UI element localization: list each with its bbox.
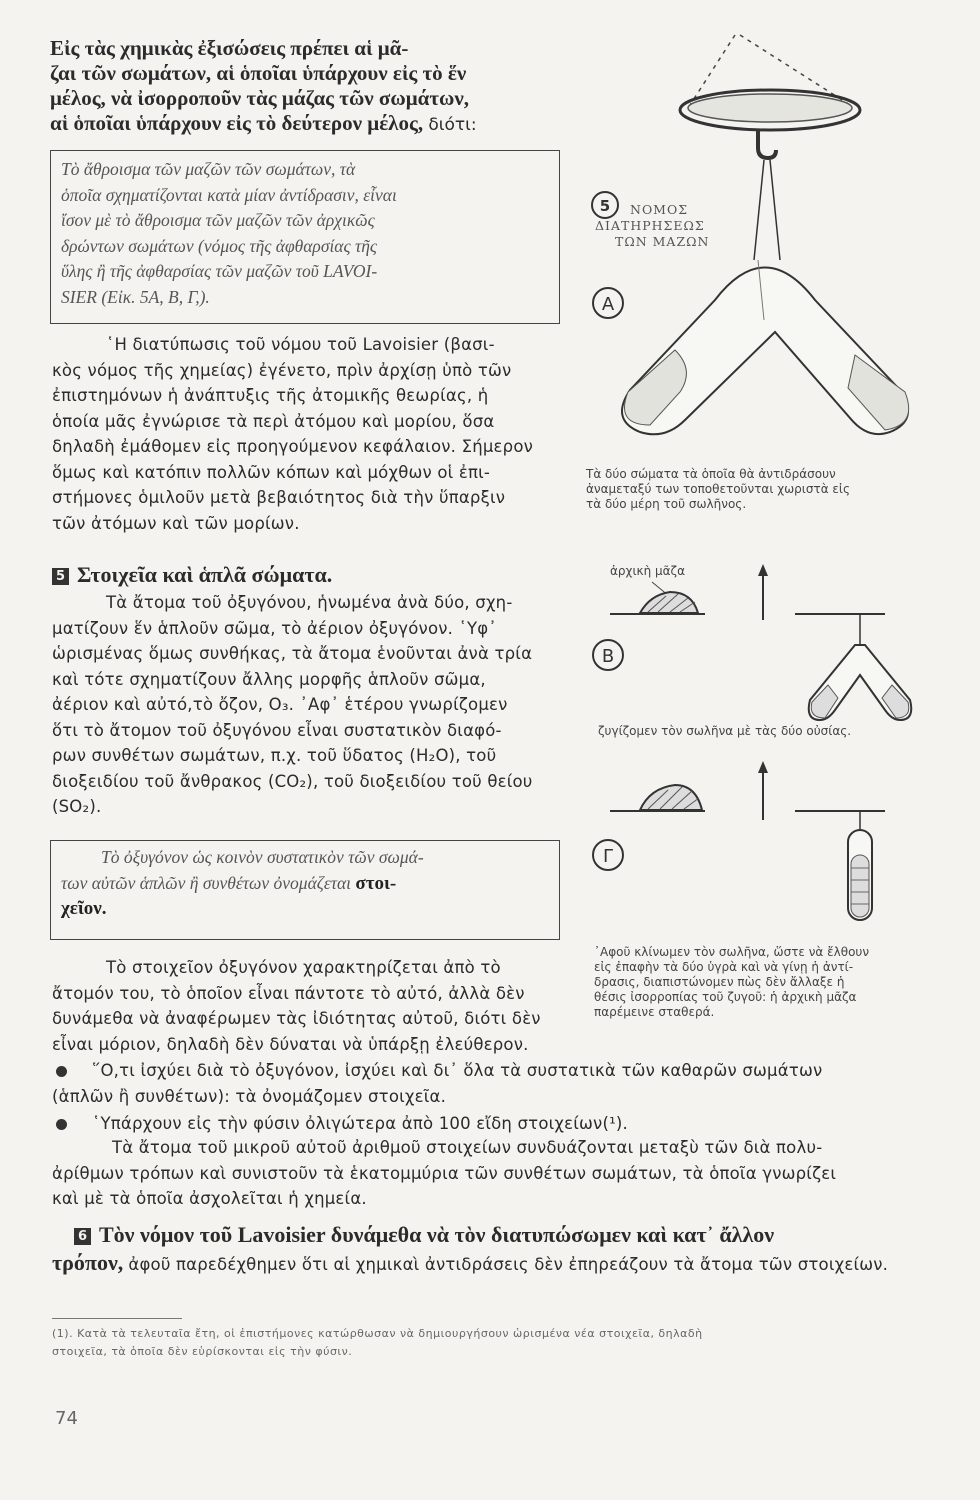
p1-line: ὁποία μᾶς ἐγνώρισε τὰ περὶ ἀτόμου καὶ μορίου, ὅσα bbox=[52, 411, 495, 431]
s5-line: καὶ τότε σχηματίζουν ἄλλης μορφῆς ἁπλοῦν σῶμα, bbox=[52, 669, 486, 689]
caption-c-line: παρέμεινε σταθερά. bbox=[594, 1005, 715, 1019]
section-5-title: Στοιχεῖα καὶ ἁπλᾶ σώματα. bbox=[77, 562, 333, 587]
balance-pan bbox=[680, 35, 860, 260]
caption-a-line: τὰ δύο μέρη τοῦ σωλῆνος. bbox=[586, 497, 747, 511]
s5-line: ἀέριον καὶ αὐτό,τὸ ὄζον, O₃. ᾿Αφ᾿ ἑτέρου γνωρίζομεν bbox=[52, 695, 508, 714]
s5-line: ὅτι τὸ ἄτομον τοῦ ὀξυγόνου εἶναι συστατικὸν διαφό- bbox=[52, 720, 502, 740]
caption-c-line: εἰς ἐπαφὴν τὰ δύο ὑγρὰ καὶ νὰ γίνῃ ἡ ἀντί- bbox=[594, 960, 854, 974]
section-5-body bbox=[52, 590, 562, 820]
p1-line: ὅμως καὶ κατόπιν πολλῶν κόπων καὶ μόχθων οἱ ἐπι- bbox=[52, 462, 491, 482]
figure-title-line: ΔΙΑΤΗΡΗΣΕΩΣ bbox=[595, 218, 705, 233]
intro-tail: διότι: bbox=[428, 115, 477, 135]
panel-b-label: Β bbox=[601, 646, 615, 667]
section-6-heading bbox=[52, 1222, 962, 1248]
figure-number: 5 bbox=[599, 197, 611, 215]
figure-title-line: ΝΟΜΟΣ bbox=[630, 202, 689, 217]
element-box-line bbox=[61, 871, 549, 897]
element-box-text: των αὐτῶν ἁπλῶν ἢ συνθέτων ὀνομάζεται bbox=[61, 872, 352, 893]
p2-line: ἄτομόν του, τὸ ὁποῖον εἶναι πάντοτε τὸ αὐτό, ἀλλὰ δὲν bbox=[52, 983, 525, 1003]
caption-c-line: δρασις, διαπιστώνομεν πὼς δὲν ἄλλαξε ἡ bbox=[594, 975, 845, 989]
y-shaped-tube-b bbox=[809, 614, 912, 720]
bullet-item bbox=[52, 1111, 952, 1137]
caption-c-line: ᾿Αφοῦ κλίνωμεν τὸν σωλῆνα, ὥστε νὰ ἔλθουν bbox=[594, 945, 870, 959]
p3-line: καὶ μὲ τὰ ὁποῖα ἀσχολεῖται ἡ χημεία. bbox=[52, 1189, 367, 1208]
law-line: ὁποῖα σχηματίζονται κατὰ μίαν ἀντίδρασιν, εἶναι bbox=[61, 184, 397, 205]
bullet-dot-icon bbox=[56, 1119, 67, 1130]
page-number: 74 bbox=[55, 1408, 78, 1429]
p1-line: δηλαδὴ ἐμάθομεν εἰς προηγούμενον κεφάλαιον. Σήμερον bbox=[52, 437, 534, 456]
element-box-bold-line: χεῖον. bbox=[61, 898, 107, 919]
caption-a bbox=[586, 467, 956, 512]
paragraph-compounds bbox=[52, 1135, 952, 1212]
intro-line bbox=[50, 111, 570, 138]
footnote-line: στοιχεῖα, τὰ ὁποῖα δὲν εὑρίσκονται εἰς τὴν φύσιν. bbox=[52, 1345, 353, 1358]
figure-5-illustration bbox=[580, 20, 960, 1040]
intro-line: ζαι τῶν σωμάτων, αἱ ὁποῖαι ὑπάρχουν εἰς τὸ ἕν bbox=[50, 61, 467, 85]
section-number-badge: 6 bbox=[74, 1228, 91, 1245]
section-number-badge: 5 bbox=[52, 568, 69, 585]
section-6-bold: Τὸν νόμον τοῦ Lavoisier δυνάμεθα νὰ τὸν διατυπώσωμεν καὶ κατ᾿ ἄλλον bbox=[99, 1222, 775, 1247]
s5-line: Τὰ ἄτομα τοῦ ὀξυγόνου, ἡνωμένα ἀνὰ δύο, σχη- bbox=[106, 593, 513, 612]
initial-mass-label: ἀρχικὴ μᾶζα bbox=[610, 564, 685, 578]
caption-a-line: ἀναμεταξύ των τοποθετοῦνται χωριστὰ εἰς bbox=[586, 482, 851, 496]
p2-line: εἶναι μόριον, δηλαδὴ δὲν δύναται νὰ ὑπάρξῃ ἐλεύθερον. bbox=[52, 1034, 529, 1054]
panel-c-label: Γ bbox=[602, 846, 614, 867]
p1-line: τῶν ἀτόμων καὶ τῶν μορίων. bbox=[52, 513, 300, 533]
y-shaped-tube-a bbox=[622, 260, 909, 434]
p2-line: Τὸ στοιχεῖον ὀξυγόνον χαρακτηρίζεται ἀπὸ τὸ bbox=[106, 958, 501, 977]
section-5-heading bbox=[52, 562, 332, 588]
intro-line: μέλος, νὰ ἰσορροποῦν τὰς μάζας τῶν σωμάτων, bbox=[50, 86, 469, 110]
s5-line: ὡρισμένας ὅμως συνθήκας, τὰ ἄτομα ἑνοῦνται ἀνὰ τρία bbox=[52, 644, 533, 663]
bullet-line: ῾Υπάρχουν εἰς τὴν φύσιν ὀλιγώτερα ἀπὸ 100 εἴδη στοιχείων(¹). bbox=[92, 1114, 628, 1133]
p1-line: στήμονες ὁμιλοῦν μετὰ βεβαιότητος διὰ τὴν ὕπαρξιν bbox=[52, 488, 506, 507]
law-line: δρώντων σωμάτων (νόμος τῆς ἀφθαρσίας τῆς bbox=[61, 235, 378, 256]
intro-paragraph bbox=[50, 36, 570, 138]
section-6-bold2: τρόπον, bbox=[52, 1250, 124, 1275]
s5-line: διοξειδίου τοῦ ἄνθρακος (CO₂), τοῦ διοξειδίου τοῦ θείου bbox=[52, 771, 533, 791]
caption-c-line: θέσις ἰσορροπίας τοῦ ζυγοῦ: ἡ ἀρχικὴ μᾶζα bbox=[594, 990, 857, 1004]
tube-c-vertical bbox=[848, 811, 872, 920]
caption-c bbox=[594, 945, 964, 1020]
bullet-item bbox=[52, 1058, 952, 1109]
paragraph-lavoisier bbox=[52, 332, 562, 536]
element-box-line: Τὸ ὀξυγόνον ὡς κοινὸν συστατικὸν τῶν σωμά- bbox=[101, 847, 424, 867]
element-box-bold: στοι- bbox=[355, 872, 397, 894]
caption-a-line: Τὰ δύο σώματα τὰ ὁποῖα θὰ ἀντιδράσουν bbox=[586, 467, 836, 481]
section-6-line2 bbox=[52, 1250, 962, 1278]
law-line: ἴσον μὲ τὸ ἄθροισμα τῶν μαζῶν τῶν ἀρχικῶς bbox=[61, 210, 375, 230]
panel-a-label: Α bbox=[601, 294, 615, 315]
s5-line: (SO₂). bbox=[52, 797, 102, 816]
law-line: SIER (Εἰκ. 5Α, Β, Γ,). bbox=[61, 286, 210, 307]
p3-line: ἀρίθμων τρόπων καὶ συνιστοῦν τὰ ἑκατομμύρια τῶν συνθέτων σωμάτων, τὰ ὁποῖα γνωρίζει bbox=[52, 1163, 837, 1183]
counterweight-c bbox=[610, 785, 705, 811]
paragraph-oxygen bbox=[52, 955, 562, 1057]
counterweight-b bbox=[610, 592, 705, 614]
s5-line: ματίζουν ἕν ἁπλοῦν σῶμα, τὸ ἀέριον ὀξυγόνον. ῾Υφ᾿ bbox=[52, 618, 497, 638]
p3-line: Τὰ ἄτομα τοῦ μικροῦ αὐτοῦ ἀριθμοῦ στοιχείων συνδυάζονται μεταξὺ τῶν διὰ πολυ- bbox=[112, 1138, 823, 1157]
section-6 bbox=[52, 1222, 962, 1278]
p2-line: δυνάμεθα νὰ ἀναφέρωμεν τὰς ἰδιότητας αὐτοῦ, διότι δὲν bbox=[52, 1009, 541, 1028]
bullet-line: (ἁπλῶν ἢ συνθέτων): τὰ ὀνομάζομεν στοιχεῖα. bbox=[52, 1086, 447, 1106]
intro-line: Εἰς τὰς χημικὰς ἐξισώσεις πρέπει αἱ μᾶ- bbox=[50, 36, 409, 60]
p1-line: ἐπιστημόνων ἡ ἀνάπτυξις τῆς ἀτομικῆς θεωρίας, ἡ bbox=[52, 386, 489, 405]
law-line: Τὸ ἄθροισμα τῶν μαζῶν τῶν σωμάτων, τὰ bbox=[61, 159, 356, 179]
footnote-rule bbox=[52, 1318, 182, 1319]
law-box bbox=[50, 150, 560, 324]
p1-line: κὸς νόμος τῆς χημείας) ἐγένετο, πρὶν ἀρχίσῃ ὑπὸ τῶν bbox=[52, 360, 512, 380]
p1-line: ῾Η διατύπωσις τοῦ νόμου τοῦ Lavoisier (βασι- bbox=[106, 335, 495, 354]
element-definition-box bbox=[50, 840, 560, 940]
section-6-rest: ἀφοῦ παρεδέχθημεν ὅτι αἱ χημικαὶ ἀντιδράσεις δὲν ἐπηρεάζουν τὰ ἄτομα τῶν στοιχείων. bbox=[128, 1255, 889, 1274]
caption-b: ζυγίζομεν τὸν σωλῆνα μὲ τὰς δύο οὐσίας. bbox=[598, 724, 852, 738]
footnote bbox=[52, 1325, 952, 1361]
figure-title-line: ΤΩΝ ΜΑΖΩΝ bbox=[615, 234, 710, 249]
intro-line-text: αἱ ὁποῖαι ὑπάρχουν εἰς τὸ δεύτερον μέλος, bbox=[50, 111, 424, 135]
s5-line: ρων συνθέτων σωμάτων, π.χ. τοῦ ὕδατος (H₂O), τοῦ bbox=[52, 746, 497, 765]
footnote-line: (1). Κατὰ τὰ τελευταῖα ἔτη, οἱ ἐπιστήμονες κατώρθωσαν νὰ δημιουργήσουν ὡρισμένα νέα στοιχεῖα, δηλαδὴ bbox=[52, 1327, 703, 1340]
law-line: ὕλης ἢ τῆς ἀφθαρσίας τῶν μαζῶν τοῦ LAVOI- bbox=[61, 261, 378, 281]
bullet-line: ῞Ο,τι ἰσχύει διὰ τὸ ὀξυγόνον, ἰσχύει καὶ δι᾿ ὅλα τὰ συστατικὰ τῶν καθαρῶν σωμάτων bbox=[92, 1061, 823, 1080]
bullet-dot-icon bbox=[56, 1066, 67, 1077]
